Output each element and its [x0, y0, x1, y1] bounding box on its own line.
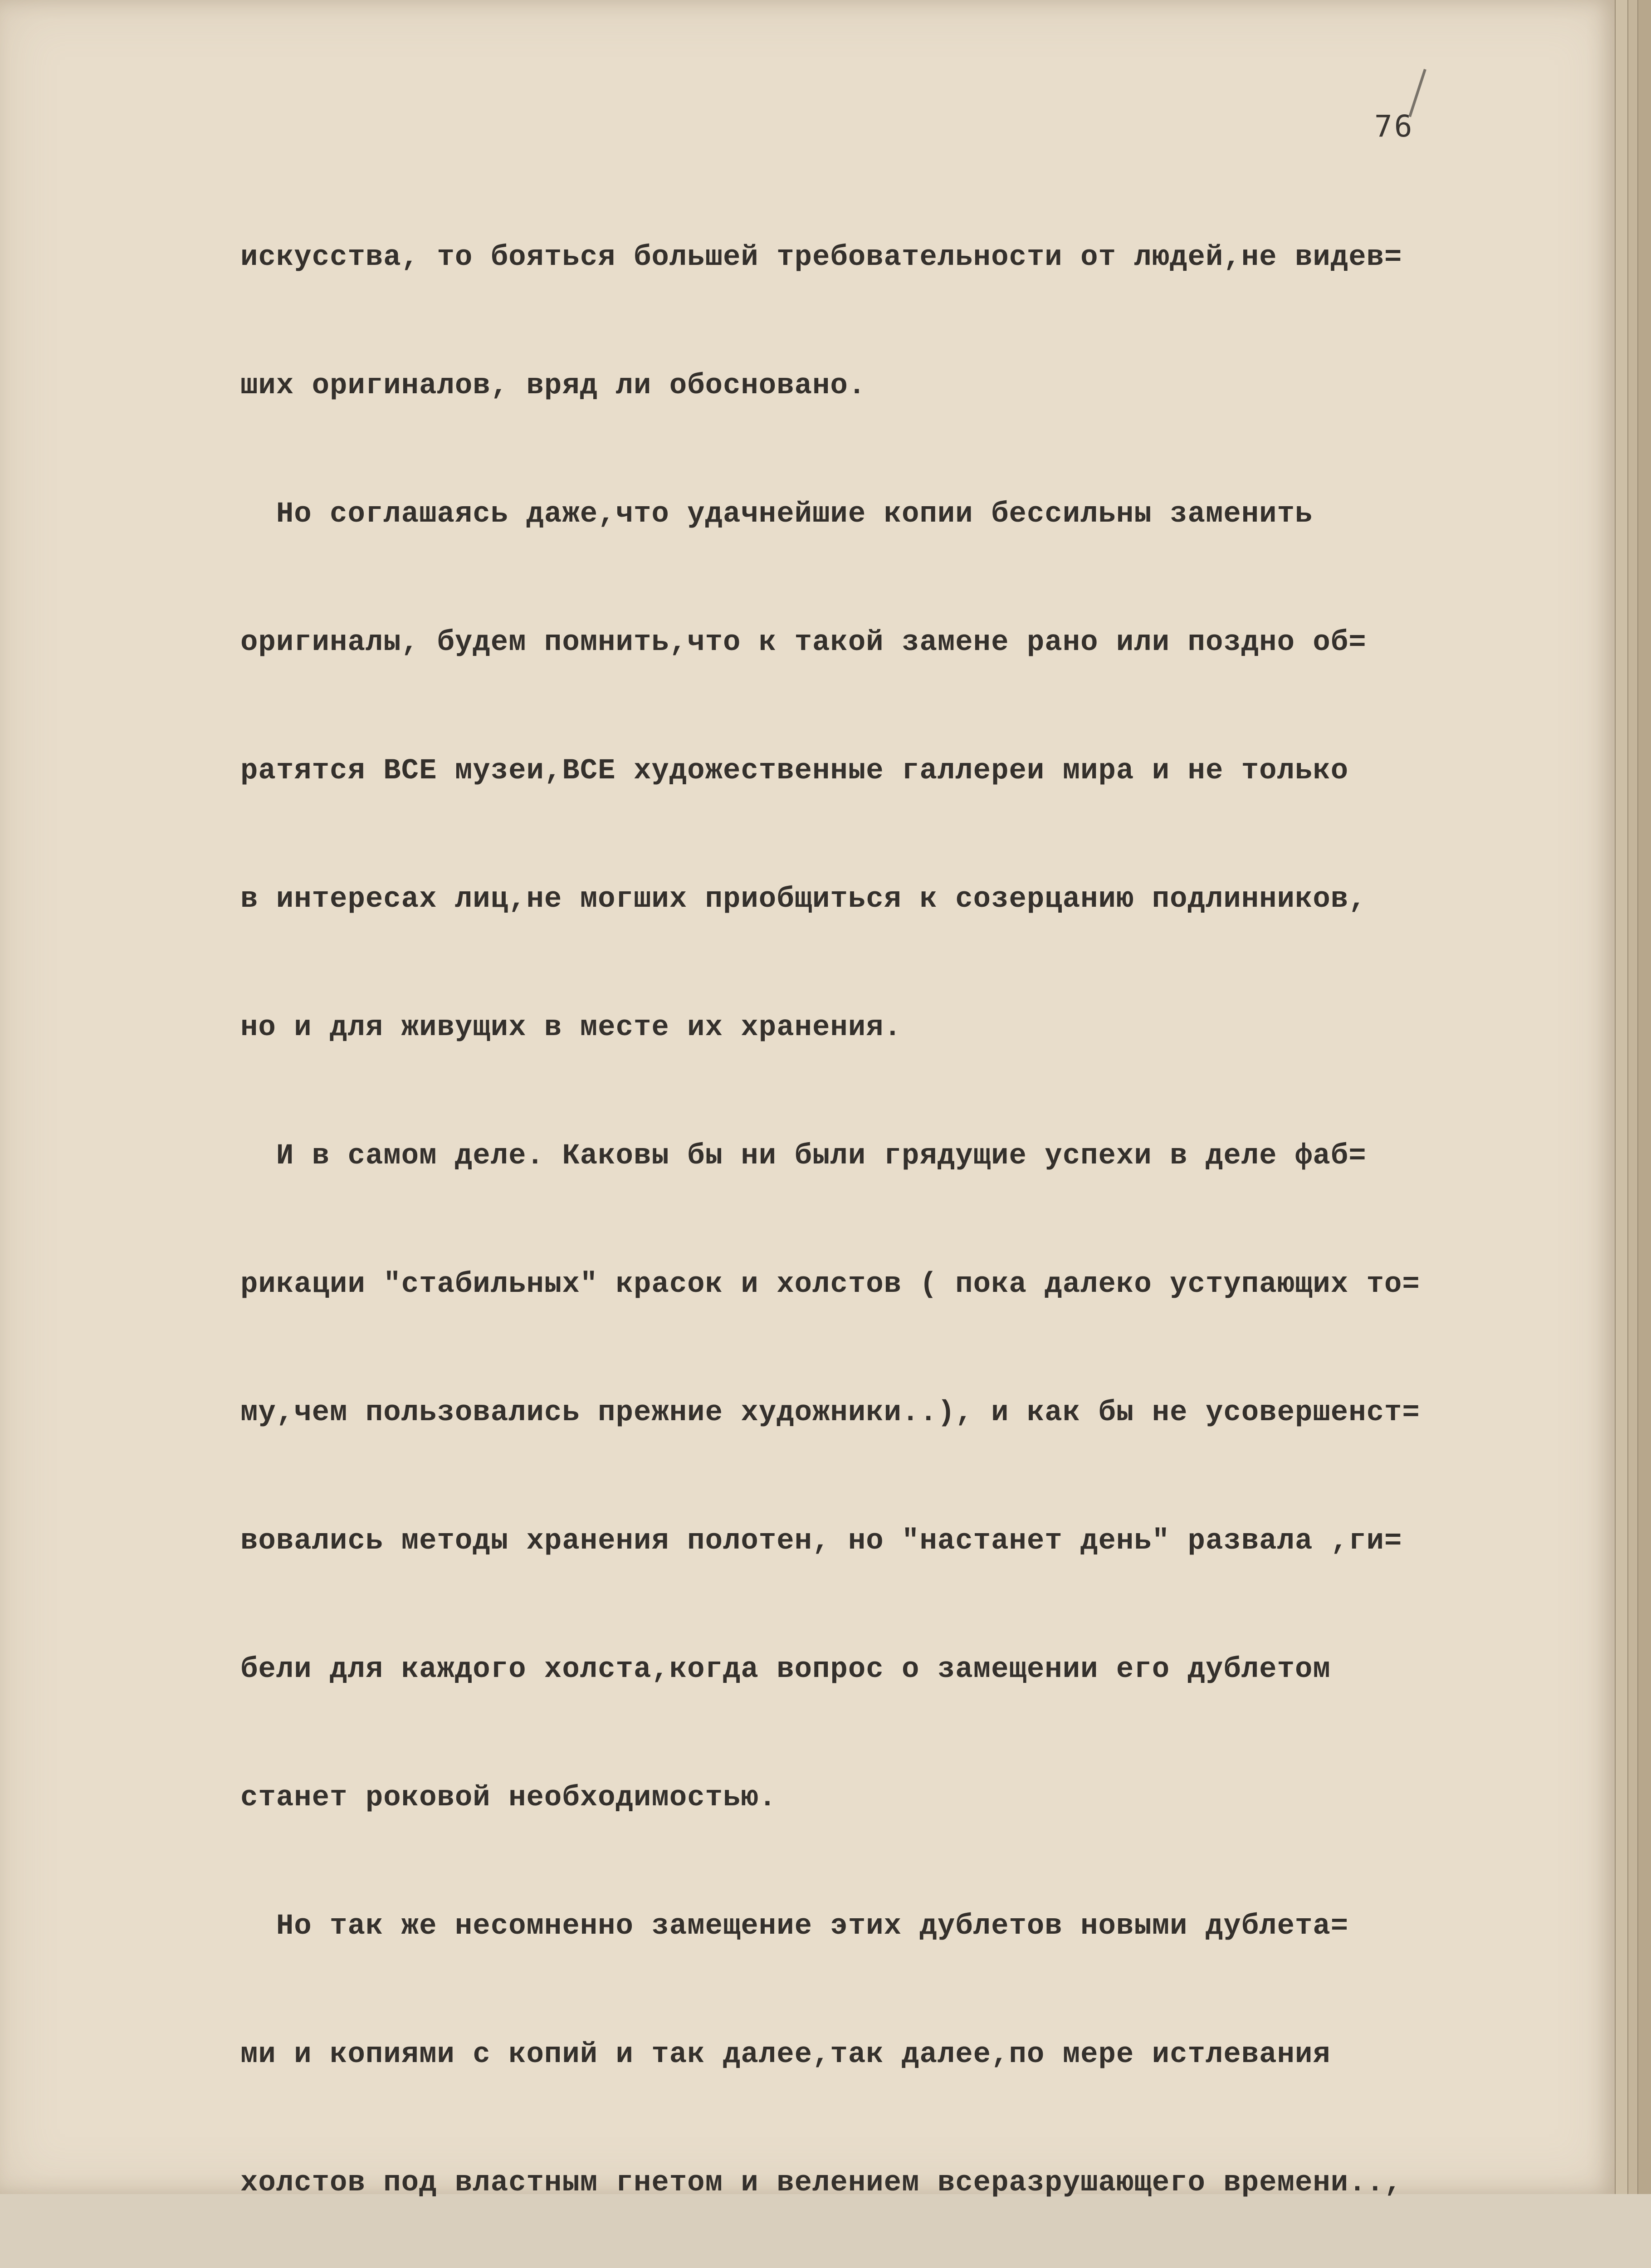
text-line: в интересах лиц,не могших приобщиться к созерцанию подлинников, — [240, 883, 1367, 916]
page-stack-edge — [1627, 0, 1638, 2194]
page-stack-edge — [1615, 0, 1628, 2194]
text-line: бели для каждого холста,когда вопрос о замещении его дублетом — [240, 1653, 1331, 1686]
text-line: вовались методы хранения полотен, но "настанет день" развала ,ги= — [240, 1525, 1402, 1558]
text-line: Но так же несомненно замещение этих дублетов новыми дублета= — [240, 1910, 1349, 1943]
text-line: оригиналы, будем помнить,что к такой замене рано или поздно об= — [240, 626, 1367, 659]
page-stack-edge — [1637, 0, 1651, 2194]
text-line: холстов под властным гнетом и велением всеразрушающего времени.., — [240, 2167, 1402, 2200]
text-line: ми и копиями с копий и так далее,так далее,по мере истлевания — [240, 2038, 1331, 2071]
text-line: но и для живущих в месте их хранения. — [240, 1012, 902, 1044]
body-text — [240, 161, 1420, 2268]
text-line: му,чем пользовались прежние художники..), и как бы не усовершенст= — [240, 1397, 1420, 1429]
text-line: ратятся ВСЕ музеи,ВСЕ художественные галлереи мира и не только — [240, 755, 1349, 787]
text-line: И в самом деле. Каковы бы ни были грядущие успехи в деле фаб= — [240, 1140, 1367, 1173]
text-line: станет роковой необходимостью. — [240, 1782, 777, 1814]
page-number: 76 — [1374, 109, 1414, 144]
text-line: рикации "стабильных" красок и холстов ( пока далеко уступающих то= — [240, 1268, 1420, 1301]
text-line: искусства, то бояться большей требовательности от людей,не видев= — [240, 241, 1402, 274]
text-line: ших оригиналов, вряд ли обосновано. — [240, 370, 866, 402]
text-line: Но соглашаясь даже,что удачнейшие копии бессильны заменить — [240, 498, 1313, 531]
